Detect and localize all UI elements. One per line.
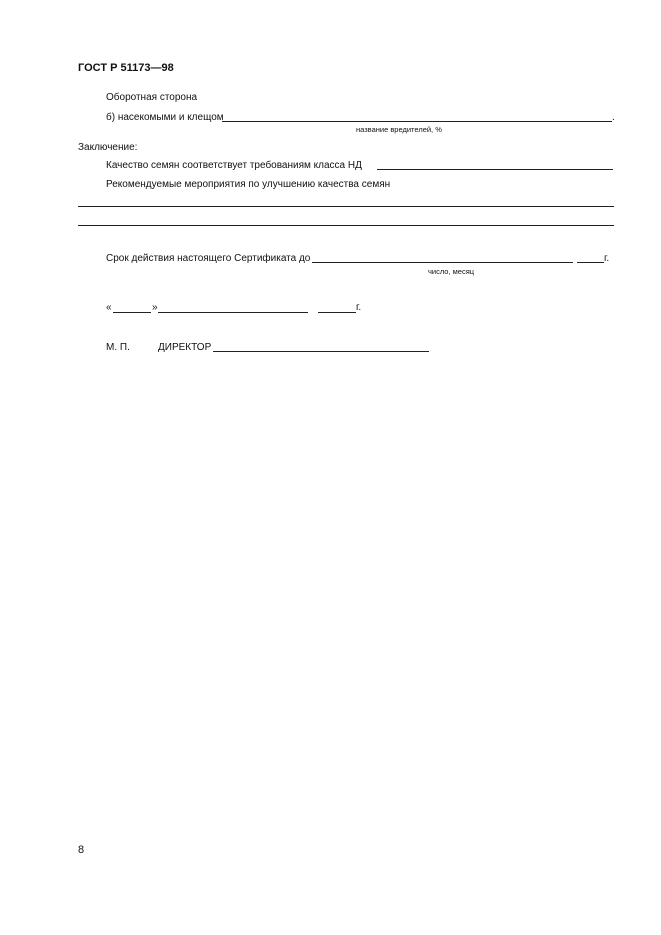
reverse-side-label: Оборотная сторона	[106, 92, 198, 103]
quality-fill-line	[377, 169, 613, 170]
measures-line-1	[78, 206, 614, 207]
validity-label: Срок действия настоящего Сертификата до	[106, 253, 311, 264]
date-year-suffix: г.	[356, 302, 362, 313]
director-signature-line	[213, 351, 429, 352]
pests-fill-line	[222, 121, 612, 122]
validity-year-line	[577, 262, 604, 263]
date-day-line	[113, 312, 151, 313]
pests-end-period: .	[612, 112, 615, 123]
date-year-line	[318, 312, 356, 313]
conclusion-label: Заключение:	[78, 142, 138, 153]
measures-line-2	[78, 225, 614, 226]
pests-label: б) насекомыми и клещом	[106, 112, 224, 123]
standard-header: ГОСТ Р 51173—98	[78, 62, 174, 74]
date-close-quote: »	[152, 302, 158, 313]
measures-label: Рекомендуемые мероприятия по улучшению качества семян	[106, 179, 391, 190]
date-month-line	[158, 312, 308, 313]
validity-caption: число, месяц	[428, 267, 475, 276]
quality-label: Качество семян соответствует требованиям класса НД	[106, 160, 362, 171]
stamp-label: М. П.	[106, 342, 130, 353]
date-open-quote: «	[106, 302, 112, 313]
validity-year-suffix: г.	[604, 253, 610, 264]
director-label: ДИРЕКТОР	[158, 342, 212, 353]
pests-caption: название вредителей, %	[356, 125, 442, 134]
validity-date-line	[312, 262, 573, 263]
page-number: 8	[78, 844, 85, 856]
